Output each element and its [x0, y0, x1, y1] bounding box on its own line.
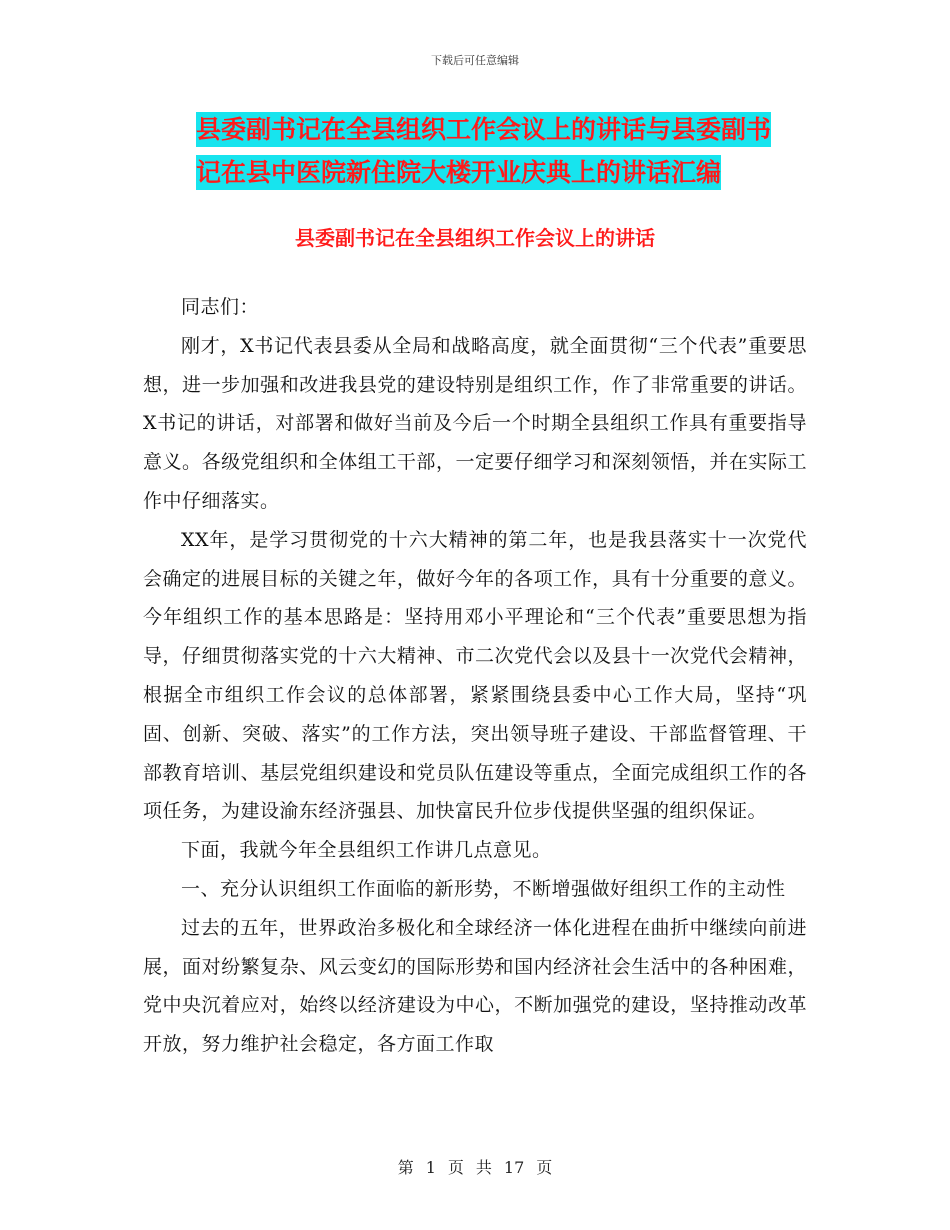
document-title-line-1: 县委副书记在全县组织工作会议上的讲话与县委副书: [196, 112, 771, 147]
paragraph-heading: 一、充分认识组织工作面临的新形势，不断增强做好组织工作的主动性: [181, 877, 786, 900]
footer-total-unit: 页: [536, 1158, 553, 1177]
footer-page-unit: 页: [447, 1158, 464, 1177]
paragraph: XX年，是学习贯彻党的十六大精神的第二年，也是我县落实十一次党代会确定的进展目标的关键之年，做好今年的各项工作，具有十分重要的意义。今年组织工作的基本思路是：坚持用邓小平理论和“三个代表”重要思想为指导，仔细贯彻落实党的十六大精神、市二次党代会以及县十一次党代会精神，根据全市组织工作会议的总体部署，紧紧围绕县委中心工作大局，坚持“巩固、创新、突破、落实”的工作方法，突出领导班子建设、干部监督管理、干部教育培训、基层党组织建设和党员队伍建设等重点，全面完成组织工作的各项任务，为建设渝东经济强县、加快富民升位步伐提供坚强的组织保证。: [143, 528, 807, 823]
document-title-line-2: 记在县中医院新住院大楼开业庆典上的讲话汇编: [196, 155, 721, 190]
paragraph: 刚才，X书记代表县委从全局和战略高度，就全面贯彻“三个代表”重要思想，进一步加强和改进我县党的建设特别是组织工作，作了非常重要的讲话。X书记的讲话，对部署和做好当前及今后一个时期全县组织工作具有重要指导意义。各级党组织和全体组工干部，一定要仔细学习和深刻领悟，并在实际工作中仔细落实。: [143, 334, 807, 512]
footer-page-prefix: 第: [397, 1158, 414, 1177]
paragraph-salutation: 同志们：: [181, 296, 260, 318]
page-footer: [0, 1155, 950, 1178]
document-body: [143, 288, 807, 1064]
header-note: 下载后可任意编辑: [431, 54, 519, 67]
paragraph: 过去的五年，世界政治多极化和全球经济一体化进程在曲折中继续向前进展，面对纷繁复杂、风云变幻的国际形势和国内经济社会生活中的各种困难，党中央沉着应对，始终以经济建设为中心，不断加强党的建设，坚持推动改革开放，努力维护社会稳定，各方面工作取: [143, 916, 807, 1056]
footer-page-number: 1: [425, 1158, 436, 1177]
section-title: 县委副书记在全县组织工作会议上的讲话: [295, 226, 655, 250]
footer-total-pages: 17: [503, 1158, 525, 1177]
footer-total-prefix: 共: [475, 1158, 492, 1177]
document-title: [196, 108, 816, 194]
paragraph: 下面，我就今年全县组织工作讲几点意见。: [181, 839, 552, 862]
